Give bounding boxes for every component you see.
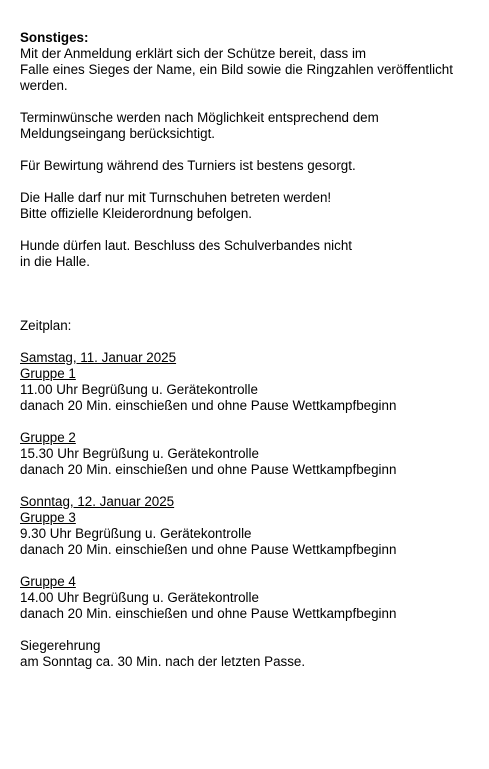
- document-body: [20, 30, 481, 686]
- section-sonstiges: [20, 30, 481, 94]
- section-hunde: [20, 238, 481, 270]
- siegerehrung-text: am Sonntag ca. 30 Min. nach der letzten Passe.: [20, 654, 306, 669]
- group-time: 15.30 Uhr Begrüßung u. Gerätekontrolle: [20, 446, 259, 461]
- group-time: 14.00 Uhr Begrüßung u. Gerätekontrolle: [20, 590, 259, 605]
- hunde-line: Hunde dürfen laut. Beschluss des Schulverbandes nicht: [20, 238, 352, 253]
- day-block: [20, 350, 481, 414]
- sonstiges-line: Falle eines Sieges der Name, ein Bild sowie die Ringzahlen veröffentlicht: [20, 62, 453, 77]
- sonstiges-line: Mit der Anmeldung erklärt sich der Schütze bereit, dass im: [20, 46, 367, 61]
- group-info: danach 20 Min. einschießen und ohne Pause Wettkampfbeginn: [20, 462, 397, 477]
- group-name: Gruppe 2: [20, 430, 76, 445]
- day-date: Sonntag, 12. Januar 2025: [20, 494, 175, 509]
- termine-line: Meldungseingang berücksichtigt.: [20, 126, 216, 141]
- group-info: danach 20 Min. einschießen und ohne Pause Wettkampfbeginn: [20, 606, 397, 621]
- halle-line: Die Halle darf nur mit Turnschuhen betreten werden!: [20, 190, 332, 205]
- section-zeitplan-label: [20, 318, 481, 334]
- sonstiges-heading: Sonstiges:: [20, 30, 89, 45]
- bewirtung-text: Für Bewirtung während des Turniers ist bestens gesorgt.: [20, 158, 356, 173]
- group-info: danach 20 Min. einschießen und ohne Pause Wettkampfbeginn: [20, 398, 397, 413]
- group-time: 11.00 Uhr Begrüßung u. Gerätekontrolle: [20, 382, 258, 397]
- halle-line: Bitte offizielle Kleiderordnung befolgen.: [20, 206, 253, 221]
- group-name: Gruppe 4: [20, 574, 76, 589]
- section-siegerehrung: [20, 638, 481, 670]
- section-halle: [20, 190, 481, 222]
- section-termine: [20, 110, 481, 142]
- spacer: [20, 286, 481, 318]
- day-block: [20, 494, 481, 558]
- section-bewirtung: [20, 158, 481, 174]
- group-time: 9.30 Uhr Begrüßung u. Gerätekontrolle: [20, 526, 252, 541]
- group-name: Gruppe 3: [20, 510, 76, 525]
- sonstiges-line: werden.: [20, 78, 68, 93]
- day-date: Samstag, 11. Januar 2025: [20, 350, 177, 365]
- group-info: danach 20 Min. einschießen und ohne Pause Wettkampfbeginn: [20, 542, 397, 557]
- group-block: [20, 430, 481, 478]
- zeitplan-label: Zeitplan:: [20, 318, 72, 333]
- hunde-line: in die Halle.: [20, 254, 90, 269]
- group-name: Gruppe 1: [20, 366, 76, 381]
- termine-line: Terminwünsche werden nach Möglichkeit entsprechend dem: [20, 110, 379, 125]
- siegerehrung-title: Siegerehrung: [20, 638, 101, 653]
- group-block: [20, 574, 481, 622]
